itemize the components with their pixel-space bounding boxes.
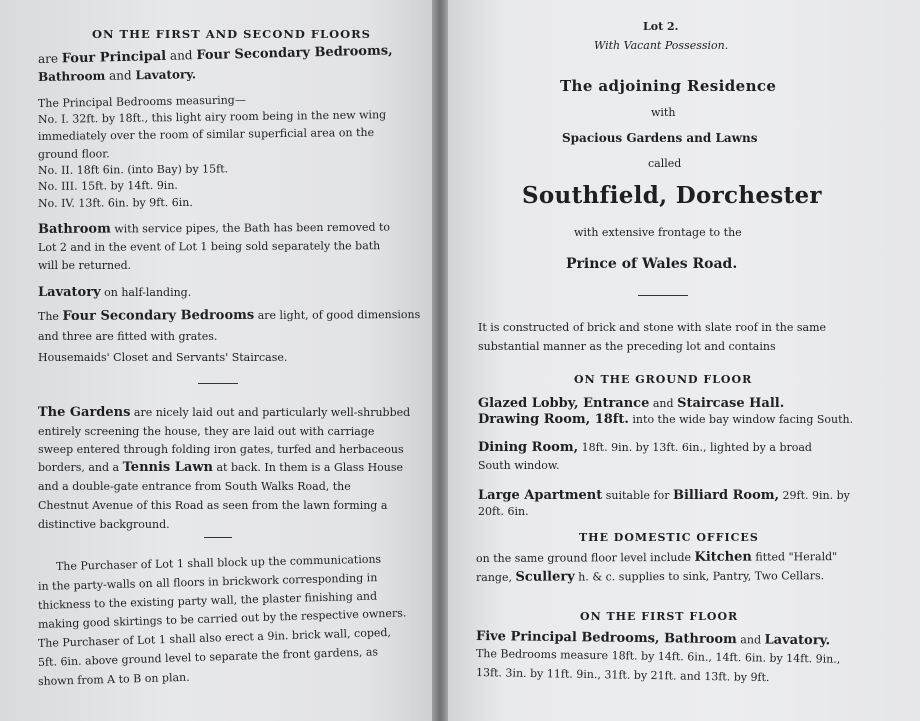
- constructed-line-2: substantial manner as the preceding lot and contains: [478, 340, 776, 353]
- lobby-line: Glazed Lobby, Entrance and Staircase Hall.: [478, 396, 785, 411]
- extensive-frontage: with extensive frontage to the: [574, 226, 742, 239]
- drawing-room: Drawing Room, 18ft. into the wide bay window facing South.: [478, 412, 854, 427]
- large-apartment-line-2: 20ft. 6in.: [478, 505, 529, 518]
- no3: No. III. 15ft. by 14ft. 9in.: [37, 178, 178, 193]
- lot-number: Lot 2.: [643, 20, 679, 33]
- lavatory: Lavatory on half-landing.: [38, 285, 192, 300]
- secondary-line-1: The Four Secondary Bedrooms are light, of good dimensions: [37, 307, 421, 324]
- title-divider: [638, 295, 688, 296]
- right-page: [448, 0, 920, 721]
- offices-line-2: range, Scullery h. & c. supplies to sink, Pantry, Two Cellars.: [475, 569, 825, 585]
- purchaser-line-2: in the party-walls on all floors in brickwork corresponding in: [37, 571, 378, 593]
- no2: No. II. 18ft 6in. (into Bay) by 15ft.: [37, 162, 229, 177]
- purchaser-line-1: The Purchaser of Lot 1 shall block up the communications: [55, 552, 382, 573]
- prince-of-wales-road: Prince of Wales Road.: [566, 256, 738, 272]
- no1-line-3: ground floor.: [37, 147, 110, 161]
- left-page: [0, 0, 434, 721]
- no1-line-1: No. I. 32ft. by 18ft., this light airy room being in the new wing: [37, 108, 387, 126]
- offices-line-1: on the same ground floor level include Kitchen fitted "Herald": [475, 549, 838, 565]
- no1-line-2: immediately over the room of similar superficial area on the: [37, 125, 375, 143]
- gardens-line-7: distinctive background.: [38, 518, 170, 531]
- bathroom-line-3: will be returned.: [38, 259, 132, 272]
- bedrooms-line-1: are Four Principal and Four Secondary Bedrooms,: [37, 43, 393, 67]
- section-divider: [198, 383, 238, 384]
- bathroom-line-2: Lot 2 and in the event of Lot 1 being sold separately the bath: [37, 239, 381, 254]
- principal-measuring: The Principal Bedrooms measuring—: [37, 93, 246, 110]
- with-label: with: [651, 106, 676, 119]
- bedrooms-line-2: Bathroom and Lavatory.: [37, 67, 197, 84]
- bedrooms-measure-line-1: The Bedrooms measure 18ft. by 14ft. 6in., 14ft. 6in. by 14ft. 9in.,: [475, 647, 841, 666]
- adjoining-residence: The adjoining Residence: [560, 77, 777, 95]
- heading-first-second-floors: ON THE FIRST AND SECOND FLOORS: [92, 27, 371, 41]
- purchaser-line-6: 5ft. 6in. above ground level to separate the front gardens, as: [37, 645, 379, 669]
- no4: No. IV. 13ft. 6in. by 9ft. 6in.: [37, 195, 193, 210]
- large-apartment-line-1: Large Apartment suitable for Billiard Room, 29ft. 9in. by: [478, 488, 850, 503]
- spacious-gardens: Spacious Gardens and Lawns: [562, 131, 758, 145]
- secondary-line-2: and three are fitted with grates.: [38, 330, 218, 343]
- constructed-line-1: It is constructed of brick and stone with slate roof in the same: [478, 321, 827, 334]
- bathroom-line-1: Bathroom with service pipes, the Bath has been removed to: [37, 220, 391, 237]
- housemaids-closet: Housemaids' Closet and Servants' Staircase.: [38, 351, 288, 364]
- heading-domestic-offices: THE DOMESTIC OFFICES: [579, 531, 759, 544]
- five-bedrooms-line: Five Principal Bedrooms, Bathroom and Lavatory.: [475, 629, 831, 649]
- section-divider-short: [204, 537, 232, 538]
- vacant-possession: With Vacant Possession.: [594, 39, 729, 52]
- called-label: called: [648, 157, 682, 170]
- gardens-line-5: and a double-gate entrance from South Walks Road, the: [38, 480, 351, 493]
- purchaser-line-5: The Purchaser of Lot 1 shall also erect a 9in. brick wall, coped,: [37, 625, 392, 650]
- gardens-line-1: The Gardens are nicely laid out and particularly well-shrubbed: [38, 405, 411, 420]
- heading-ground-floor: ON THE GROUND FLOOR: [574, 373, 753, 386]
- bedrooms-measure-line-2: 13ft. 3in. by 11ft. 9in., 31ft. by 21ft. and 13ft. by 9ft.: [475, 666, 770, 685]
- dining-line-1: Dining Room, 18ft. 9in. by 13ft. 6in., lighted by a broad: [478, 440, 812, 455]
- purchaser-line-4: making good skirtings to be carried out by the respective owners.: [37, 606, 407, 631]
- heading-first-floor: ON THE FIRST FLOOR: [580, 610, 739, 623]
- purchaser-line-7: shown from A to B on plan.: [37, 670, 190, 688]
- property-title: Southfield, Dorchester: [522, 182, 822, 209]
- gardens-line-6: Chestnut Avenue of this Road as seen from the lawn forming a: [38, 499, 388, 512]
- gardens-line-4: borders, and a Tennis Lawn at back. In them is a Glass House: [38, 460, 404, 475]
- dining-line-2: South window.: [478, 459, 560, 472]
- purchaser-line-3: thickness to the existing party wall, the plaster finishing and: [37, 589, 378, 612]
- gardens-line-2: entirely screening the house, they are laid out with carriage: [38, 425, 375, 438]
- gardens-line-3: sweep entered through folding iron gates, turfed and herbaceous: [38, 443, 404, 456]
